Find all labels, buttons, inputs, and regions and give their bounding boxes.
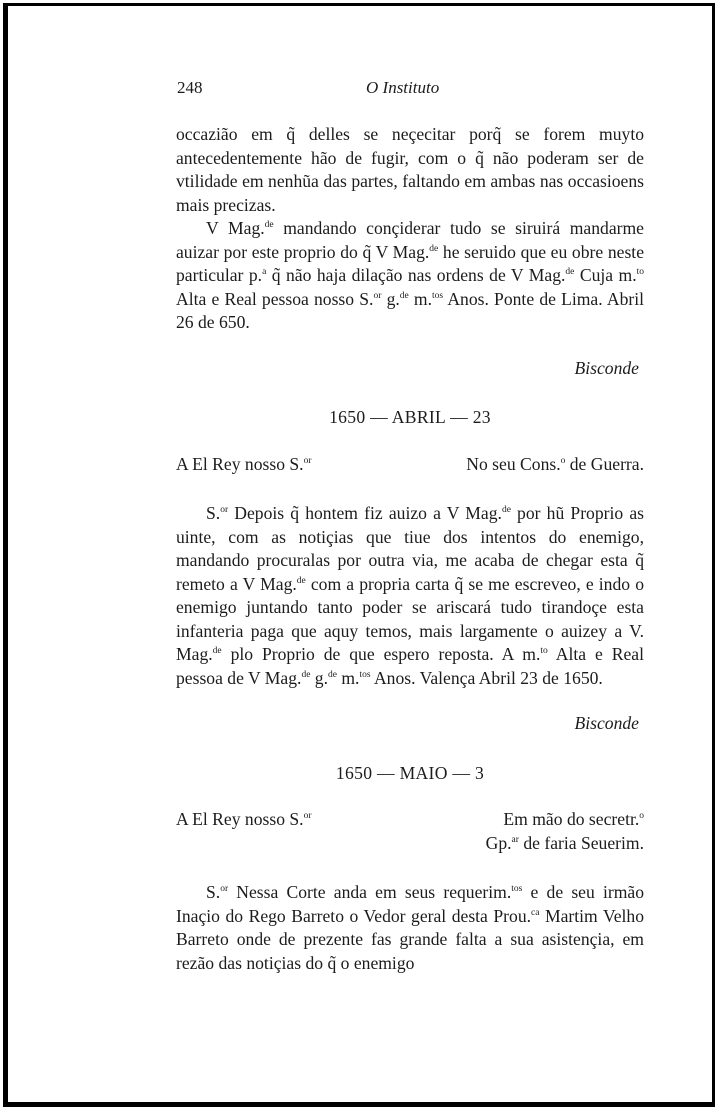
paragraph-1: occazião em q̃ delles se neçecitar porq̃ se forem muyto antecedentemente hão de fugir, com o q̃ não poderam ser de vtilidade em nenhũa das partes, faltando em ambas nas occasioens mais precizas. [176, 124, 644, 215]
paragraph-2 [176, 217, 644, 335]
superscript: de [328, 669, 337, 680]
superscript: de [264, 220, 274, 231]
superscript: or [220, 884, 229, 895]
superscript: o [639, 811, 644, 822]
superscript: or [220, 505, 229, 516]
superscript: tos [432, 290, 444, 301]
text-run: Nessa Corte anda em seus requerim. [228, 882, 512, 902]
address-line-1 [176, 453, 644, 477]
text-run: Alta e Real pessoa nosso S. [176, 288, 374, 309]
text-run: Anos. Valença Abril 23 de 1650. [370, 667, 603, 688]
superscript: de [429, 243, 439, 254]
superscript: de [565, 267, 575, 278]
text-run: Depois q̃ hontem fiz auizo a V Mag. [228, 503, 502, 523]
address-line-2 [176, 808, 644, 855]
addressee [176, 453, 312, 477]
superscript: to [540, 646, 548, 657]
text-run: g. [381, 288, 400, 309]
signature-1: Bisconde [574, 357, 639, 378]
superscript: de [296, 575, 306, 586]
text-run: A El Rey nosso S. [176, 453, 304, 474]
paragraph-4 [176, 881, 644, 975]
text-run: Alta e Real pessoa de V Mag. [176, 644, 644, 688]
text-run: com a propria carta q̃ se me escreveo, e indo o enemigo juntando tanto poder se ariscará tudo tirandoçe esta infanteria paga que aquy temos, mais largamente o auizey a V. Mag. [176, 573, 644, 664]
text-body [176, 123, 644, 975]
text-run: m. [336, 667, 360, 688]
superscript: de [301, 669, 311, 680]
text-run: Gp. [485, 832, 512, 853]
text-run: m. [408, 288, 433, 309]
text-run: V Mag. [206, 218, 265, 238]
superscript: de [399, 290, 409, 301]
running-title: O Instituto [366, 78, 440, 97]
text-run: S. [206, 503, 221, 523]
text-run: Cuja m. [574, 265, 637, 285]
text-run: q̃ não haja dilação nas ordens de V Mag. [266, 265, 566, 285]
text-run: S. [206, 882, 221, 902]
text-run: No seu Cons. [466, 453, 561, 474]
text-run: Anos. Ponte de Lima. Abril 26 de 650. [176, 288, 644, 332]
text-run: Em mão do secretr. [503, 809, 640, 829]
superscript: de [501, 505, 511, 516]
text-run: e de seu irmão Inaçio do Rego Barreto o Vedor geral desta Prou. [176, 882, 644, 926]
superscript: o [560, 455, 566, 466]
paragraph-3 [176, 502, 644, 690]
superscript: or [373, 290, 382, 301]
superscript: de [212, 646, 222, 657]
letter-date-1: 1650 — ABRIL — 23 [329, 407, 491, 427]
routing-note [466, 453, 644, 477]
text-run: de faria Seuerim. [518, 832, 644, 853]
superscript: tos [359, 669, 371, 680]
superscript: tos [511, 884, 523, 895]
text-run: plo Proprio de que espero reposta. A m. [221, 644, 541, 664]
text-run: de Guerra. [565, 453, 644, 474]
addressee [176, 808, 312, 855]
text-run: mandando conçiderar tudo se siruirá mandarme auizar por este proprio do q̃ V Mag. [176, 218, 644, 262]
superscript: a [262, 267, 267, 278]
superscript: ca [531, 907, 540, 918]
signature-2: Bisconde [574, 713, 639, 733]
letter-date-2: 1650 — MAIO — 3 [335, 762, 485, 783]
superscript: or [303, 455, 312, 466]
text-run: he seruido que eu obre neste particular p. [176, 241, 645, 285]
running-header [177, 78, 643, 102]
superscript: ar [511, 834, 519, 845]
page-number: 248 [177, 78, 203, 97]
text-run: por hũ Proprio as uinte, com as notiçias que tiue dos intentos do enemigo, mandando procuralas por outra via, me acaba de chegar esta q̃ remeto a V Mag. [176, 503, 644, 594]
routing-note [486, 808, 644, 855]
superscript: or [303, 811, 312, 822]
text-run: A El Rey nosso S. [176, 809, 304, 829]
superscript: to [636, 267, 644, 278]
text-run: Martim Velho Barreto onde de prezente fas grande falta a sua asistençia, em rezão das notiçias do q̃ o enemigo [176, 905, 644, 973]
text-run: g. [310, 667, 328, 688]
